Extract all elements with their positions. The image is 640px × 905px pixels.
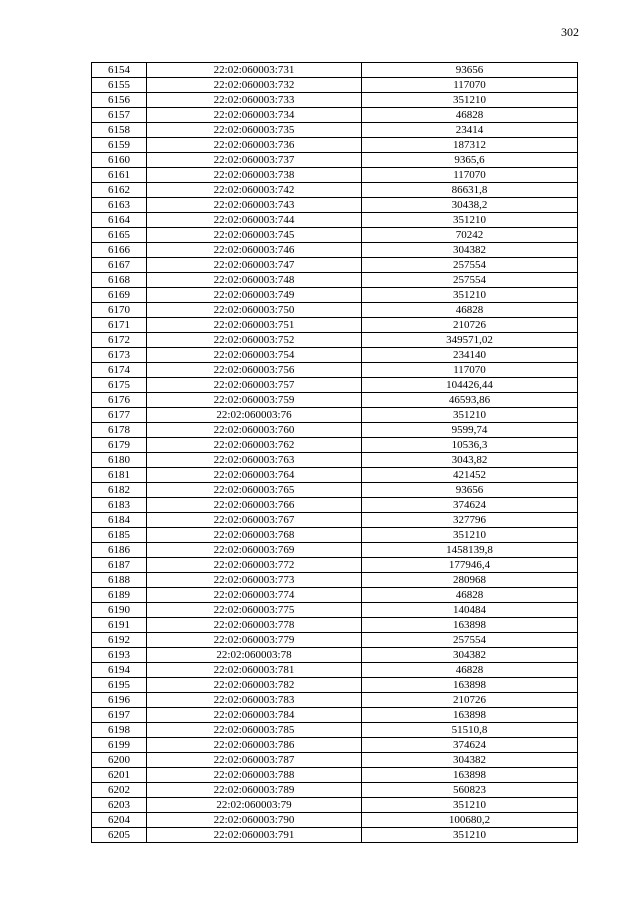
row-number-cell: 6193: [92, 648, 147, 663]
cadastral-number-cell: 22:02:060003:754: [147, 348, 362, 363]
cadastral-number-cell: 22:02:060003:765: [147, 483, 362, 498]
table-row: [92, 618, 578, 633]
cadastral-number-cell: 22:02:060003:750: [147, 303, 362, 318]
table-row: [92, 303, 578, 318]
row-number-cell: 6183: [92, 498, 147, 513]
table-row: [92, 753, 578, 768]
table-row: [92, 243, 578, 258]
cadastral-number-cell: 22:02:060003:76: [147, 408, 362, 423]
row-number-cell: 6182: [92, 483, 147, 498]
value-cell: 374624: [362, 498, 578, 513]
table-row: [92, 198, 578, 213]
value-cell: 351210: [362, 93, 578, 108]
cadastral-number-cell: 22:02:060003:760: [147, 423, 362, 438]
cadastral-number-cell: 22:02:060003:731: [147, 63, 362, 78]
value-cell: 70242: [362, 228, 578, 243]
value-cell: 46828: [362, 303, 578, 318]
value-cell: 117070: [362, 168, 578, 183]
cadastral-number-cell: 22:02:060003:737: [147, 153, 362, 168]
value-cell: 117070: [362, 78, 578, 93]
table-row: [92, 228, 578, 243]
cadastral-number-cell: 22:02:060003:752: [147, 333, 362, 348]
row-number-cell: 6198: [92, 723, 147, 738]
value-cell: 374624: [362, 738, 578, 753]
table-row: [92, 603, 578, 618]
row-number-cell: 6161: [92, 168, 147, 183]
value-cell: 51510,8: [362, 723, 578, 738]
cadastral-number-cell: 22:02:060003:791: [147, 828, 362, 843]
value-cell: 349571,02: [362, 333, 578, 348]
table-row: [92, 738, 578, 753]
table-row: [92, 288, 578, 303]
row-number-cell: 6184: [92, 513, 147, 528]
table-row: [92, 258, 578, 273]
cadastral-number-cell: 22:02:060003:778: [147, 618, 362, 633]
value-cell: 351210: [362, 288, 578, 303]
cadastral-number-cell: 22:02:060003:767: [147, 513, 362, 528]
row-number-cell: 6192: [92, 633, 147, 648]
value-cell: 421452: [362, 468, 578, 483]
row-number-cell: 6196: [92, 693, 147, 708]
row-number-cell: 6191: [92, 618, 147, 633]
table-row: [92, 723, 578, 738]
row-number-cell: 6178: [92, 423, 147, 438]
cadastral-number-cell: 22:02:060003:736: [147, 138, 362, 153]
row-number-cell: 6205: [92, 828, 147, 843]
value-cell: 280968: [362, 573, 578, 588]
table-row: [92, 633, 578, 648]
row-number-cell: 6179: [92, 438, 147, 453]
table-row: [92, 273, 578, 288]
value-cell: 327796: [362, 513, 578, 528]
table-row: [92, 378, 578, 393]
cadastral-number-cell: 22:02:060003:769: [147, 543, 362, 558]
cadastral-number-cell: 22:02:060003:732: [147, 78, 362, 93]
row-number-cell: 6163: [92, 198, 147, 213]
cadastral-number-cell: 22:02:060003:774: [147, 588, 362, 603]
cadastral-number-cell: 22:02:060003:783: [147, 693, 362, 708]
table-row: [92, 768, 578, 783]
row-number-cell: 6180: [92, 453, 147, 468]
table-row: [92, 678, 578, 693]
row-number-cell: 6177: [92, 408, 147, 423]
row-number-cell: 6164: [92, 213, 147, 228]
table-row: [92, 558, 578, 573]
cadastral-number-cell: 22:02:060003:786: [147, 738, 362, 753]
row-number-cell: 6188: [92, 573, 147, 588]
row-number-cell: 6170: [92, 303, 147, 318]
row-number-cell: 6186: [92, 543, 147, 558]
value-cell: 9365,6: [362, 153, 578, 168]
cadastral-number-cell: 22:02:060003:751: [147, 318, 362, 333]
row-number-cell: 6190: [92, 603, 147, 618]
row-number-cell: 6189: [92, 588, 147, 603]
row-number-cell: 6201: [92, 768, 147, 783]
cadastral-number-cell: 22:02:060003:733: [147, 93, 362, 108]
cadastral-number-cell: 22:02:060003:78: [147, 648, 362, 663]
row-number-cell: 6176: [92, 393, 147, 408]
value-cell: 163898: [362, 618, 578, 633]
table-row: [92, 828, 578, 843]
cadastral-number-cell: 22:02:060003:756: [147, 363, 362, 378]
table-row: [92, 423, 578, 438]
cadastral-number-cell: 22:02:060003:790: [147, 813, 362, 828]
row-number-cell: 6159: [92, 138, 147, 153]
table-row: [92, 708, 578, 723]
row-number-cell: 6204: [92, 813, 147, 828]
value-cell: 86631,8: [362, 183, 578, 198]
value-cell: 304382: [362, 753, 578, 768]
value-cell: 46828: [362, 108, 578, 123]
table-row: [92, 783, 578, 798]
value-cell: 30438,2: [362, 198, 578, 213]
cadastral-number-cell: 22:02:060003:772: [147, 558, 362, 573]
cadastral-number-cell: 22:02:060003:789: [147, 783, 362, 798]
row-number-cell: 6171: [92, 318, 147, 333]
row-number-cell: 6181: [92, 468, 147, 483]
row-number-cell: 6154: [92, 63, 147, 78]
table-row: [92, 453, 578, 468]
cadastral-number-cell: 22:02:060003:748: [147, 273, 362, 288]
value-cell: 257554: [362, 633, 578, 648]
row-number-cell: 6202: [92, 783, 147, 798]
value-cell: 46828: [362, 663, 578, 678]
cadastral-number-cell: 22:02:060003:742: [147, 183, 362, 198]
value-cell: 257554: [362, 258, 578, 273]
value-cell: 93656: [362, 63, 578, 78]
value-cell: 23414: [362, 123, 578, 138]
row-number-cell: 6156: [92, 93, 147, 108]
table-row: [92, 483, 578, 498]
row-number-cell: 6167: [92, 258, 147, 273]
table-row: [92, 363, 578, 378]
cadastral-number-cell: 22:02:060003:735: [147, 123, 362, 138]
table-row: [92, 348, 578, 363]
value-cell: 351210: [362, 528, 578, 543]
row-number-cell: 6200: [92, 753, 147, 768]
value-cell: 140484: [362, 603, 578, 618]
table-row: [92, 513, 578, 528]
value-cell: 46593,86: [362, 393, 578, 408]
value-cell: 210726: [362, 318, 578, 333]
table-row: [92, 63, 578, 78]
value-cell: 163898: [362, 768, 578, 783]
cadastral-number-cell: 22:02:060003:759: [147, 393, 362, 408]
cadastral-number-cell: 22:02:060003:784: [147, 708, 362, 723]
row-number-cell: 6169: [92, 288, 147, 303]
cadastral-number-cell: 22:02:060003:745: [147, 228, 362, 243]
row-number-cell: 6173: [92, 348, 147, 363]
row-number-cell: 6174: [92, 363, 147, 378]
table-row: [92, 108, 578, 123]
value-cell: 117070: [362, 363, 578, 378]
table-row: [92, 648, 578, 663]
table-row: [92, 138, 578, 153]
value-cell: 1458139,8: [362, 543, 578, 558]
table-row: [92, 663, 578, 678]
cadastral-number-cell: 22:02:060003:79: [147, 798, 362, 813]
row-number-cell: 6162: [92, 183, 147, 198]
cadastral-number-cell: 22:02:060003:779: [147, 633, 362, 648]
land-value-table: [91, 62, 578, 843]
value-cell: 9599,74: [362, 423, 578, 438]
cadastral-number-cell: 22:02:060003:768: [147, 528, 362, 543]
value-cell: 187312: [362, 138, 578, 153]
table-row: [92, 543, 578, 558]
cadastral-number-cell: 22:02:060003:747: [147, 258, 362, 273]
cadastral-number-cell: 22:02:060003:763: [147, 453, 362, 468]
table-body: [92, 63, 578, 843]
table-row: [92, 798, 578, 813]
row-number-cell: 6165: [92, 228, 147, 243]
cadastral-number-cell: 22:02:060003:766: [147, 498, 362, 513]
value-cell: 3043,82: [362, 453, 578, 468]
table-row: [92, 93, 578, 108]
value-cell: 351210: [362, 408, 578, 423]
cadastral-number-cell: 22:02:060003:788: [147, 768, 362, 783]
value-cell: 100680,2: [362, 813, 578, 828]
table-row: [92, 168, 578, 183]
cadastral-number-cell: 22:02:060003:743: [147, 198, 362, 213]
table-row: [92, 153, 578, 168]
cadastral-number-cell: 22:02:060003:781: [147, 663, 362, 678]
table-row: [92, 213, 578, 228]
table-row: [92, 588, 578, 603]
value-cell: 351210: [362, 798, 578, 813]
table-row: [92, 78, 578, 93]
table-row: [92, 573, 578, 588]
value-cell: 257554: [362, 273, 578, 288]
cadastral-number-cell: 22:02:060003:744: [147, 213, 362, 228]
row-number-cell: 6185: [92, 528, 147, 543]
row-number-cell: 6160: [92, 153, 147, 168]
value-cell: 234140: [362, 348, 578, 363]
row-number-cell: 6166: [92, 243, 147, 258]
table-row: [92, 693, 578, 708]
value-cell: 351210: [362, 213, 578, 228]
row-number-cell: 6155: [92, 78, 147, 93]
value-cell: 163898: [362, 708, 578, 723]
row-number-cell: 6195: [92, 678, 147, 693]
table-row: [92, 528, 578, 543]
value-cell: 177946,4: [362, 558, 578, 573]
value-cell: 104426,44: [362, 378, 578, 393]
row-number-cell: 6203: [92, 798, 147, 813]
value-cell: 304382: [362, 243, 578, 258]
value-cell: 10536,3: [362, 438, 578, 453]
cadastral-number-cell: 22:02:060003:749: [147, 288, 362, 303]
cadastral-number-cell: 22:02:060003:764: [147, 468, 362, 483]
row-number-cell: 6168: [92, 273, 147, 288]
page-number: 302: [561, 25, 579, 39]
table-row: [92, 333, 578, 348]
row-number-cell: 6175: [92, 378, 147, 393]
table-row: [92, 438, 578, 453]
row-number-cell: 6157: [92, 108, 147, 123]
table-row: [92, 498, 578, 513]
value-cell: 351210: [362, 828, 578, 843]
cadastral-number-cell: 22:02:060003:738: [147, 168, 362, 183]
table-row: [92, 123, 578, 138]
table-row: [92, 468, 578, 483]
table-row: [92, 183, 578, 198]
cadastral-number-cell: 22:02:060003:773: [147, 573, 362, 588]
cadastral-number-cell: 22:02:060003:782: [147, 678, 362, 693]
row-number-cell: 6194: [92, 663, 147, 678]
cadastral-number-cell: 22:02:060003:734: [147, 108, 362, 123]
row-number-cell: 6199: [92, 738, 147, 753]
value-cell: 163898: [362, 678, 578, 693]
table-row: [92, 393, 578, 408]
cadastral-number-cell: 22:02:060003:762: [147, 438, 362, 453]
row-number-cell: 6172: [92, 333, 147, 348]
value-cell: 210726: [362, 693, 578, 708]
value-cell: 560823: [362, 783, 578, 798]
cadastral-number-cell: 22:02:060003:775: [147, 603, 362, 618]
table-row: [92, 408, 578, 423]
value-cell: 46828: [362, 588, 578, 603]
value-cell: 93656: [362, 483, 578, 498]
cadastral-number-cell: 22:02:060003:746: [147, 243, 362, 258]
row-number-cell: 6187: [92, 558, 147, 573]
value-cell: 304382: [362, 648, 578, 663]
cadastral-number-cell: 22:02:060003:785: [147, 723, 362, 738]
row-number-cell: 6158: [92, 123, 147, 138]
table-row: [92, 813, 578, 828]
cadastral-number-cell: 22:02:060003:787: [147, 753, 362, 768]
row-number-cell: 6197: [92, 708, 147, 723]
table-row: [92, 318, 578, 333]
cadastral-number-cell: 22:02:060003:757: [147, 378, 362, 393]
